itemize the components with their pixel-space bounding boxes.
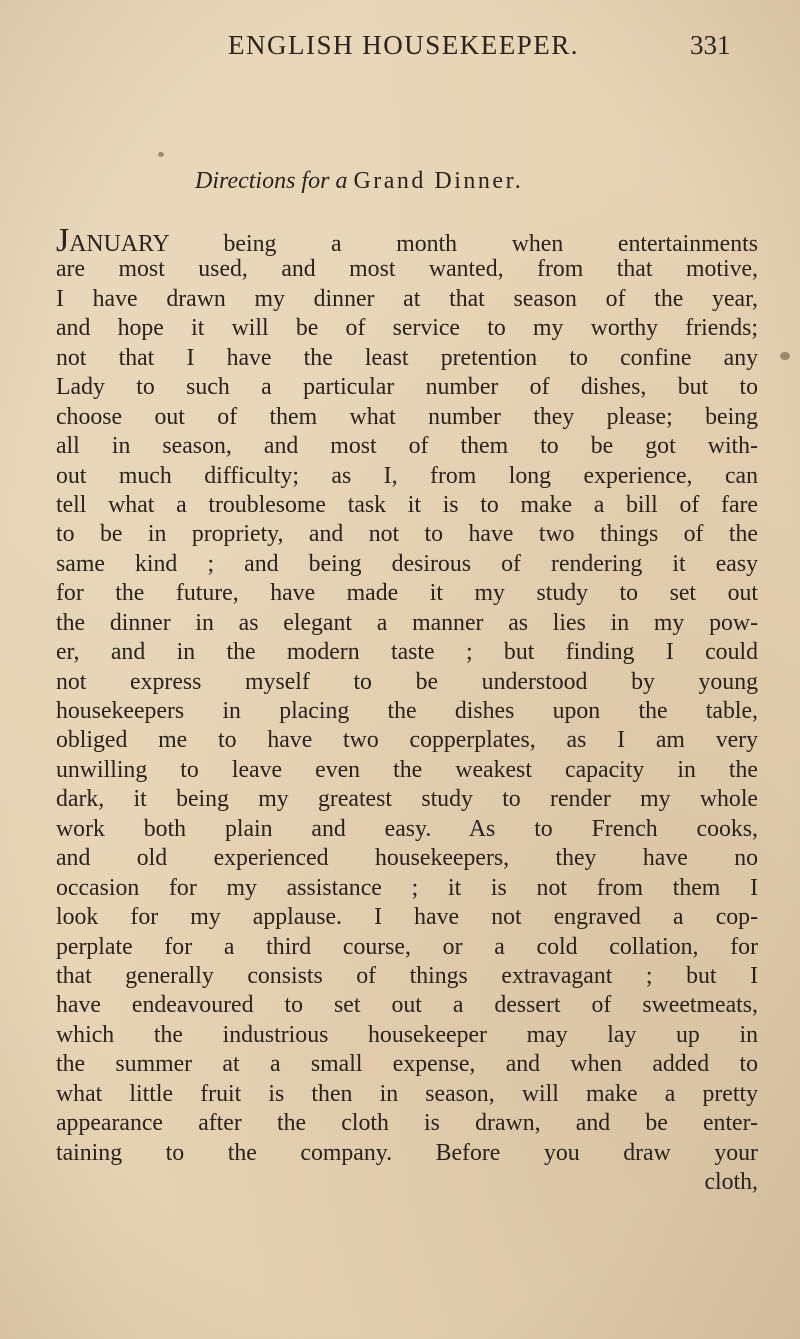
text-line: have endeavoured to set out a dessert of sweetmeats,: [56, 992, 758, 1019]
text-line: are most used, and most wanted, from that motive,: [56, 256, 758, 283]
text-line: housekeepers in placing the dishes upon the table,: [56, 698, 758, 724]
catchword: cloth,: [704, 1169, 758, 1195]
page-number: 331: [690, 30, 731, 60]
text-line: choose out of them what number they please; being: [56, 403, 758, 430]
text-line: not that I have the least pretention to confine any: [56, 344, 758, 371]
text-line: Lady to such a particular number of dishes, but to: [56, 374, 758, 401]
text-line: unwilling to leave even the weakest capacity in the: [56, 756, 758, 783]
text-line: same kind ; and being desirous of rendering it easy: [56, 550, 758, 577]
running-title: ENGLISH HOUSEKEEPER.: [228, 30, 579, 60]
text-line: work both plain and easy. As to French cooks,: [56, 815, 758, 842]
text-line: occasion for my assistance ; it is not from them I: [56, 874, 758, 901]
text-line: dark, it being my greatest study to render my whole: [56, 786, 758, 813]
text-line: that generally consists of things extravagant ; but I: [56, 962, 758, 989]
text-line: for the future, have made it my study to set out: [56, 580, 758, 607]
ink-speck: [780, 352, 790, 360]
text-line: all in season, and most of them to be got with-: [56, 433, 758, 460]
text-line: JANUARY being a month when entertainments: [56, 222, 758, 259]
text-line: which the industrious housekeeper may lay up in: [56, 1021, 758, 1048]
text-line: er, and in the modern taste ; but finding I could: [56, 639, 758, 666]
text-line: not express myself to be understood by young: [56, 668, 758, 695]
text-line: tell what a troublesome task it is to make a bill of fare: [56, 491, 758, 518]
text-line: appearance after the cloth is drawn, and be enter-: [56, 1110, 758, 1137]
ink-speck: [158, 152, 164, 157]
text-line: I have drawn my dinner at that season of the year,: [56, 285, 758, 312]
section-heading-smallcaps: Grand Dinner.: [353, 168, 524, 194]
body-text: [56, 222, 758, 1197]
text-line: taining to the company. Before you draw your: [56, 1139, 758, 1166]
text-line: to be in propriety, and not to have two things of the: [56, 521, 758, 548]
text-line: and hope it will be of service to my worthy friends;: [56, 315, 758, 342]
section-heading: [195, 168, 523, 195]
text-line: out much difficulty; as I, from long experience, can: [56, 462, 758, 489]
text-line: the dinner in as elegant a manner as lies in my pow-: [56, 609, 758, 636]
text-line: and old experienced housekeepers, they have no: [56, 845, 758, 872]
text-line: the summer at a small expense, and when added to: [56, 1051, 758, 1078]
text-line: look for my applause. I have not engraved a cop-: [56, 904, 758, 931]
text-line: perplate for a third course, or a cold collation, for: [56, 933, 758, 960]
text-line: obliged me to have two copperplates, as I am very: [56, 727, 758, 754]
section-heading-italic: Directions for a: [195, 168, 348, 194]
text-line: what little fruit is then in season, will make a pretty: [56, 1080, 758, 1107]
running-head: [0, 30, 800, 70]
